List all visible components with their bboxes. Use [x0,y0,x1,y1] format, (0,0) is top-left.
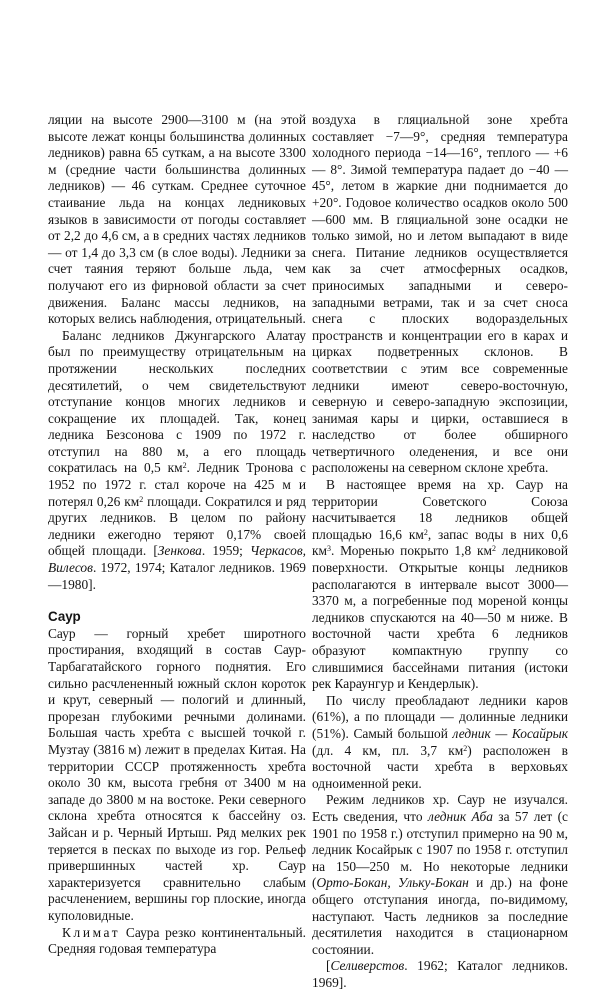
paragraph-climate-continued: воздуха в гляциальной зоне хребта составляет −7—9°, средняя температура холодного периода −14—16°, теплого — +6 — 8°. Зимой температура падает до −40 — 45°, летом в жаркие дни поднимается до +20°. Годовое количество осадков около 500—600 мм. В гляциальной зоне осадки не только зимой, но и летом выпадают в виде снега. Питание ледников осуществляется как за счет атмосферных осадков, приносимых западными и северо-западными ветрами, так и за счет сноса снега с плоских водораздельных пространств и концентрации его в карах и цирках подветренных склонов. В соответствии с этим все современные ледники имеют северо-восточную, северную и северо-западную экспозиции, занимая кары и цирки, оставшиеся в наследство от более обширного четвертичного оледенения, и все они расположены на северном склоне хребта. [312,112,568,476]
glacier-name: ледник Аба [427,808,493,824]
paragraph-present-glaciers [312,477,568,693]
text-span: . 1962; Каталог ледников. 1969]. [312,958,568,990]
text-span: . Ледник Тронова с 1952 по 1972 г. стал короче на 425 м и потерял 0,26 км [48,460,306,509]
right-column [312,112,568,991]
text-span: Режим ледников хр. Саур не изучался. Есть сведения, что [312,792,568,824]
text-span: Баланс ледников Джунгарского Алатау был по преимуществу отрицательным на протяжении нескольких последних десятилетий, о чем свидетельствуют отступание концов многих ледников и сокращение их площадей. Так, конец ледника Безсонова с 1909 по 1972 г. отступил на 880 м, а его площадь сократилась на 0,5 км [48,327,306,476]
superscript: 2 [182,461,187,471]
paragraph-climate [48,925,306,958]
text-span: за 57 лет (с 1901 по 1958 г.) отступил примерно на 90 м, ледник Косайрык с 1907 по 1958 г. отступил на 150—250 м. Но некоторые ледники ( [312,808,568,891]
text-span: В настоящее время на хр. Саур на территории Советского Союза насчитывается 18 ледников общей площадью 16,6 км [312,477,568,542]
left-column [48,112,306,958]
superscript: 2 [463,743,468,753]
text-span: . Моренью покрыто 1,8 км [330,543,492,559]
reference-author: Зенкова [157,543,202,559]
text-span: Саура резко континентальный. Средняя годовая температура [48,924,306,957]
section-gap [48,593,306,609]
reference-author: Селиверстов [330,958,405,974]
text-span: (дл. 4 км, пл. 3,7 км [312,742,464,758]
text-span: площади. Сократился и ряд других ледников. В целом по району ледники ежегодно теряют 0,17% своей общей площади. [ [48,493,306,559]
text-span: , запас воды в них 0,6 км [312,526,568,559]
paragraph-references: [Селиверстов. 1962; Каталог ледников. 1969]. [312,958,568,990]
text-span: . 1972, 1974; Каталог ледников. 1969—1980]. [48,560,306,592]
text-span: ) расположен в восточной части хребта в верховьях одноименной реки. [312,742,568,791]
text-span: и др.) на фоне общего отступания иногда, по-видимому, наступают. Часть ледников за последние десятилетия находится в стационарном состоянии. [312,875,568,957]
paragraph-glacier-types [312,693,568,793]
paragraph-saur-description: Саур — горный хребет широтного простирания, входящий в состав Саур-Тарбагатайского горного поднятия. Его сильно расчлененный южный склон короток и крут, северный — пологий и длинный, прорезан глубокими речными долинами. Большая часть хребта с высшей точкой г. Музтау (3816 м) лежит в пределах Китая. На территории СССР протяженность хребта около 30 км, высота гребня от 3400 м на западе до 3800 м на востоке. Реки северного склона хребта относятся к бассейну оз. Зайсан и р. Черный Иртыш. Ряд мелких рек теряется в песках по выходе из гор. Рельеф привершинных частей хр. Саур характеризуется сравнительно слабым расчленением, вершины гор плоские, иногда куполовидные. [48,625,306,923]
paragraph-ablation: ляции на высоте 2900—3100 м (на этой высоте лежат концы большинства долинных ледников) равна 65 суткам, а на высоте 3300 м (средние части большинства долинных ледников) — 46 суткам. Среднее суточное стаивание льда на концах ледниковых языков в зависимости от погоды составляет от 2,2 до 4,6 см, а в средних частях ледников — от 1,4 до 3,3 см (в слое воды). Ледники за счет таяния теряют больше льда, чем получают его из фирновой области за счет движения. Баланс массы ледников, на которых велись наблюдения, отрицательный. [48,112,306,327]
spaced-word: Климат [62,924,121,940]
superscript: 2 [491,544,496,554]
glacier-name: Орто-Бокан, Ульку-Бокан [316,875,469,891]
text-span: . 1959; [201,543,251,559]
superscript: 2 [139,494,144,504]
text-span: По числу преобладают ледники каров (61%), а по площади — долинные ледники (51%). Самый большой [312,692,568,741]
superscript: 2 [423,527,428,537]
text-span: ледниковой поверхности. Открытые концы ледников располагаются в интервале высот 3000—3370 м, а погребенные под мореной концы ледников спускаются на 40—50 м ниже. В восточной части хребта 6 ледников образуют компактную группу со слившимися бассейнами питания (истоки рек Караунгур и Кендерлык). [312,543,568,692]
paragraph-glacier-regime [312,792,568,958]
paragraph-glacier-balance [48,328,306,594]
glacier-name: ледник — Косайрык [452,725,568,741]
superscript: 3 [326,544,331,554]
reference-author: Черкасов, Вилесов [48,543,306,576]
section-heading-saur: Саур [48,609,81,625]
